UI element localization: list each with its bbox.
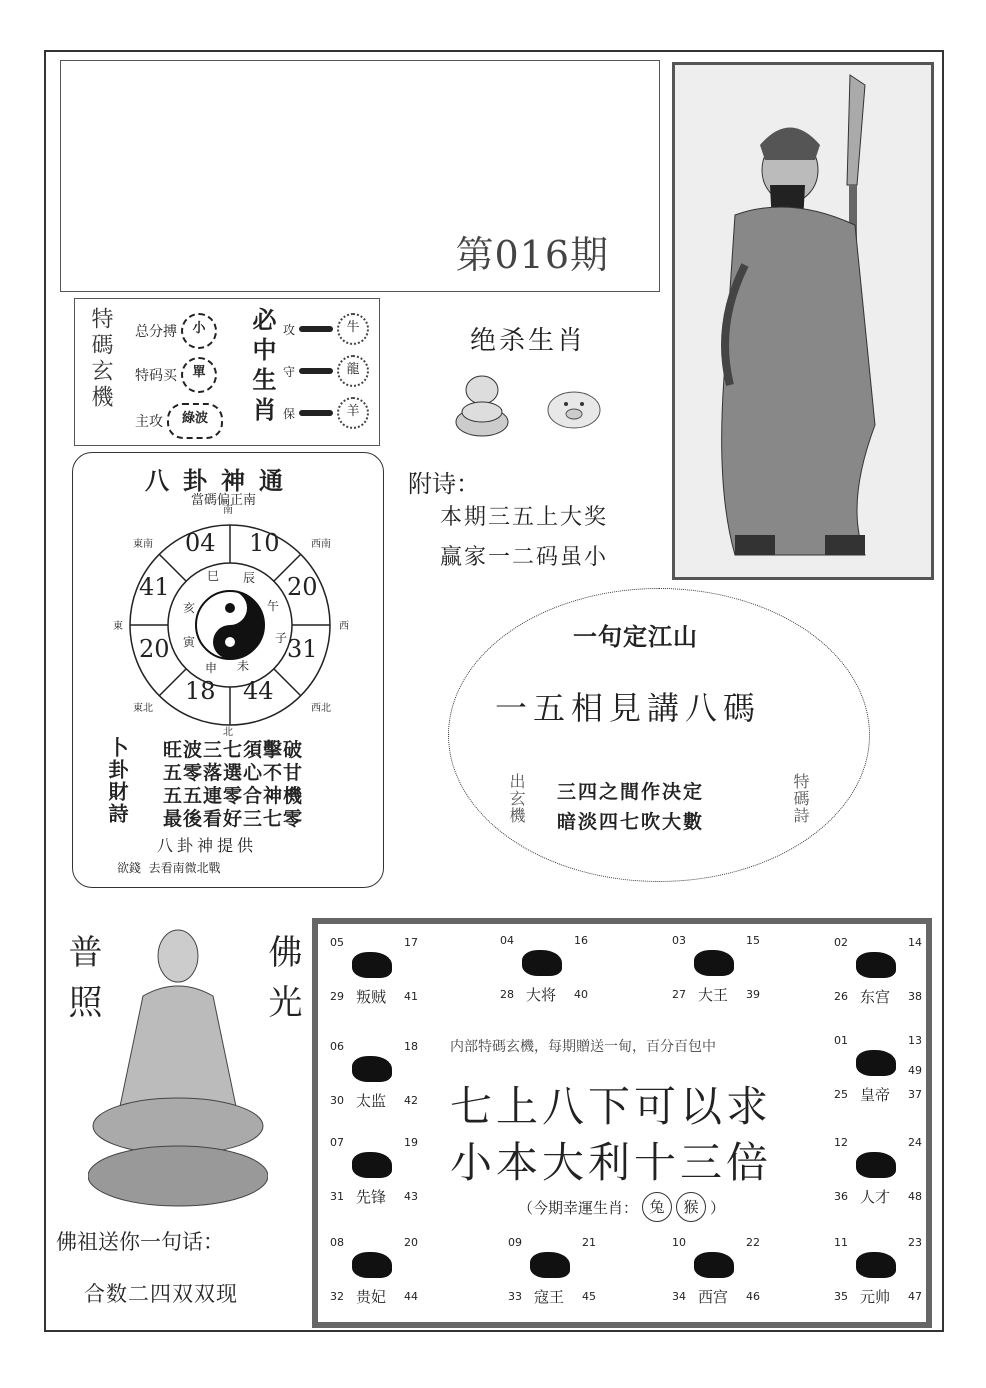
cell-number: 44 [404, 1290, 418, 1303]
direction-label: 東南 [133, 539, 153, 550]
pick-zodiac: 羊 [337, 397, 369, 429]
zodiac-animal-icon [530, 1252, 570, 1278]
direction-label: 北 [223, 727, 233, 738]
cell-number: 36 [834, 1190, 848, 1203]
buddha-area [52, 910, 304, 1320]
bizhong-title: 必中生肖 [248, 307, 277, 427]
pick-zodiac: 牛 [337, 313, 369, 345]
bagua-number: 44 [243, 677, 274, 705]
pointing-hand-icon [299, 326, 333, 332]
pointing-hand-icon [299, 410, 333, 416]
cell-number: 14 [908, 936, 922, 949]
zodiac-animal-icon [856, 1050, 896, 1076]
juesha-shengxiao-box [398, 296, 658, 574]
bagua-provider: 八卦神提供 [157, 836, 258, 855]
bagua-title: 八卦神通 [145, 466, 297, 495]
lucky-zodiac: 兔 [642, 1192, 672, 1222]
oval-title: 一句定江山 [573, 622, 698, 651]
lucky-zodiac: 猴 [676, 1192, 706, 1222]
cell-number: 45 [582, 1290, 596, 1303]
zodiac-animal-icon [352, 1152, 392, 1178]
cell-number: 01 [834, 1034, 848, 1047]
cell-number: 49 [908, 1064, 922, 1077]
pig-icon [542, 384, 606, 434]
cell-number: 02 [834, 936, 848, 949]
zodiac-animal-icon [522, 950, 562, 976]
size-badge: 小 [181, 313, 217, 349]
cell-number: 17 [404, 936, 418, 949]
pick-label: 守 [283, 364, 296, 379]
bagua-poem [163, 739, 303, 831]
buddha-figure [88, 916, 268, 1216]
pick-label: 攻 [283, 322, 296, 337]
zodiac-cell [326, 1038, 416, 1112]
zodiac-name: 太监 [356, 1092, 387, 1110]
zodiac-cell [326, 1234, 416, 1308]
zodiac-name: 贵妃 [356, 1288, 387, 1306]
cell-number: 26 [834, 990, 848, 1003]
bagua-number: 20 [287, 573, 318, 601]
issue-number: 第016期 [455, 233, 609, 277]
color-wave-badge: 綠波 [167, 403, 223, 439]
cell-number: 10 [672, 1236, 686, 1249]
bagua-number: 41 [139, 573, 170, 601]
cell-number: 27 [672, 988, 686, 1001]
zodiac-cell [830, 1032, 920, 1106]
poem-side-char: 詩 [105, 803, 129, 825]
poem-line: 本期三五上大奖 [440, 505, 609, 530]
buddha-left-text: 普照 [62, 934, 102, 1034]
slogan-line: 七上八下可以求 [450, 1082, 773, 1131]
tema-row-label: 特码买 [135, 368, 177, 384]
bagua-number: 31 [287, 635, 318, 663]
zodiac-cell [496, 932, 586, 1006]
zodiac-cell [326, 1134, 416, 1208]
branch-label: 辰 [243, 571, 256, 585]
cell-number: 31 [330, 1190, 344, 1203]
cell-number: 40 [574, 988, 588, 1001]
cell-number: 13 [908, 1034, 922, 1047]
poem-label: 附诗： [408, 470, 480, 498]
oval-line: 三四之間作决定 [557, 781, 705, 803]
poem-side-char: 卜 [105, 737, 129, 759]
cell-number: 32 [330, 1290, 344, 1303]
bagua-box [72, 452, 384, 888]
tema-row [135, 313, 217, 349]
zodiac-name: 东宫 [860, 988, 891, 1006]
lucky-zodiac-row [518, 1192, 725, 1222]
branch-label: 未 [237, 659, 250, 673]
cell-number: 41 [404, 990, 418, 1003]
cell-number: 03 [672, 934, 686, 947]
pick-label: 保 [283, 406, 296, 421]
zodiac-cell [668, 932, 758, 1006]
cell-number: 11 [834, 1236, 848, 1249]
cell-number: 38 [908, 990, 922, 1003]
bagua-subtitle: 當碼偏正南 [191, 493, 257, 508]
zodiac-animal-icon [856, 1252, 896, 1278]
zodiac-name: 先锋 [356, 1188, 387, 1206]
footer-text: 去看南微北戰 [148, 861, 221, 875]
cell-number: 07 [330, 1136, 344, 1149]
direction-label: 東 [113, 621, 123, 632]
oval-right-side: 特碼詩 [791, 773, 810, 824]
lucky-label: （今期幸運生肖： [518, 1198, 639, 1217]
zodiac-cell [326, 934, 416, 1008]
cell-number: 37 [908, 1088, 922, 1101]
buddha-phrase: 合数二四双双现 [84, 1282, 238, 1306]
zodiac-board [312, 918, 932, 1328]
zodiac-name: 大王 [698, 986, 729, 1004]
zodiac-name: 人才 [860, 1188, 891, 1206]
direction-label: 南 [223, 505, 233, 516]
poem-side-label [107, 737, 127, 825]
cell-number: 39 [746, 988, 760, 1001]
zodiac-animal-icon [352, 1252, 392, 1278]
bagua-footer [117, 859, 221, 876]
cell-number: 15 [746, 934, 760, 947]
bagua-number: 04 [185, 529, 216, 557]
cell-number: 34 [672, 1290, 686, 1303]
cell-number: 20 [404, 1236, 418, 1249]
oval-line: 暗淡四七吹大數 [557, 811, 705, 833]
juesha-title: 绝杀生肖 [470, 326, 587, 356]
zodiac-animal-icon [352, 1056, 392, 1082]
pick-zodiac: 龍 [337, 355, 369, 387]
zodiac-cell [668, 1234, 758, 1308]
zodiac-animal-icon [856, 952, 896, 978]
cell-number: 18 [404, 1040, 418, 1053]
zodiac-name: 叛贼 [356, 988, 387, 1006]
tema-xuanji-box [74, 298, 380, 446]
cell-number: 35 [834, 1290, 848, 1303]
direction-label: 西 [339, 621, 349, 632]
pointing-hand-icon [299, 368, 333, 374]
tema-row-label: 总分搏 [135, 324, 177, 340]
cell-number: 08 [330, 1236, 344, 1249]
bagua-number: 10 [249, 529, 280, 557]
zodiac-cell [830, 1134, 920, 1208]
poem-line: 五五連零合神機 [163, 785, 304, 807]
direction-label: 西北 [311, 703, 331, 714]
cell-number: 16 [574, 934, 588, 947]
zodiac-name: 大将 [526, 986, 557, 1004]
cell-number: 04 [500, 934, 514, 947]
branch-label: 子 [275, 631, 288, 645]
zodiac-animal-icon [856, 1152, 896, 1178]
branch-label: 午 [267, 599, 280, 613]
board-intro: 内部特碼玄機，每期贈送一甸，百分百包中 [450, 1039, 716, 1055]
lucky-close: ） [710, 1198, 726, 1217]
cell-number: 29 [330, 990, 344, 1003]
cell-number: 21 [582, 1236, 596, 1249]
oval-left-side: 出玄機 [507, 773, 526, 824]
buddha-caption: 佛祖送你一句话： [56, 1230, 224, 1254]
poem-line: 旺波三七須擊破 [163, 739, 304, 761]
warrior-figure [675, 65, 931, 577]
branch-label: 亥 [183, 601, 196, 615]
pick-row [283, 397, 369, 429]
direction-label: 西南 [311, 539, 331, 550]
cell-number: 48 [908, 1190, 922, 1203]
snake-icon [450, 370, 514, 442]
bagua-number: 20 [139, 635, 170, 663]
poem-side-char: 卦 [105, 759, 129, 781]
direction-label: 東北 [133, 703, 153, 714]
cell-number: 24 [908, 1136, 922, 1149]
cell-number: 23 [908, 1236, 922, 1249]
cell-number: 19 [404, 1136, 418, 1149]
tema-row [135, 357, 217, 393]
zodiac-animal-icon [352, 952, 392, 978]
odd-even-badge: 單 [181, 357, 217, 393]
zodiac-cell [830, 934, 920, 1008]
slogan-line: 小本大利十三倍 [450, 1138, 773, 1187]
zodiac-cell [830, 1234, 920, 1308]
cell-number: 06 [330, 1040, 344, 1053]
zodiac-name: 寇王 [534, 1288, 565, 1306]
zodiac-name: 皇帝 [860, 1086, 891, 1104]
branch-label: 寅 [183, 635, 196, 649]
zodiac-animal-icon [694, 1252, 734, 1278]
cell-number: 09 [508, 1236, 522, 1249]
cell-number: 05 [330, 936, 344, 949]
branch-label: 巳 [207, 569, 220, 583]
pick-row [283, 355, 369, 387]
cell-number: 12 [834, 1136, 848, 1149]
poem-side-char: 財 [105, 781, 129, 803]
zodiac-name: 元帅 [860, 1288, 891, 1306]
cell-number: 46 [746, 1290, 760, 1303]
zodiac-name: 西宫 [698, 1288, 729, 1306]
issue-box [60, 60, 660, 292]
buddha-right-text: 佛光 [262, 934, 302, 1034]
cell-number: 22 [746, 1236, 760, 1249]
bagua-number: 18 [185, 677, 216, 705]
cell-number: 33 [508, 1290, 522, 1303]
poem-line: 赢家一二码虽小 [440, 545, 609, 570]
zodiac-cell [504, 1234, 594, 1308]
footer-label: 欲錢 [117, 861, 142, 875]
pick-row [283, 313, 369, 345]
cell-number: 43 [404, 1190, 418, 1203]
guan-yu-illustration [672, 62, 934, 580]
cell-number: 28 [500, 988, 514, 1001]
cell-number: 25 [834, 1088, 848, 1101]
branch-label: 申 [205, 661, 218, 675]
yiju-dingjiangshan-oval [448, 588, 870, 882]
cell-number: 47 [908, 1290, 922, 1303]
cell-number: 30 [330, 1094, 344, 1107]
cell-number: 42 [404, 1094, 418, 1107]
poem-line: 五零落選心不甘 [163, 762, 304, 784]
tema-row-label: 主攻 [135, 414, 163, 430]
zodiac-animal-icon [694, 950, 734, 976]
poem-line: 最後看好三七零 [163, 808, 304, 830]
tema-row [135, 403, 223, 439]
oval-main: 一五相見講八碼 [495, 689, 762, 727]
tema-title: 特碼玄機 [88, 307, 113, 411]
